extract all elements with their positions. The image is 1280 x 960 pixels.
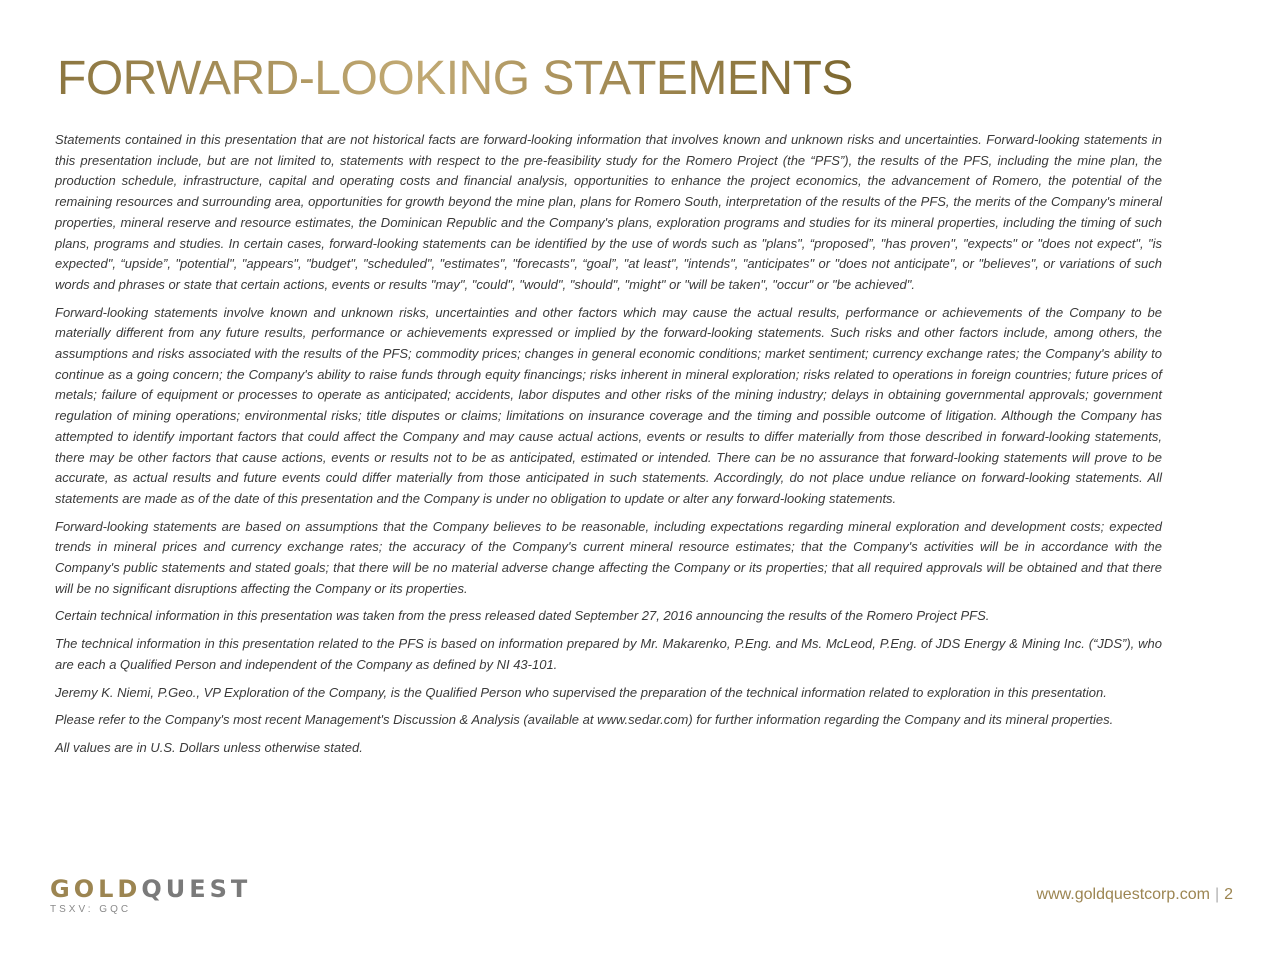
- paragraph-forward-looking-intro: Statements contained in this presentation that are not historical facts are forward-looking information that involves known and unknown risks and uncertainties. Forward-looking statements in this presentation include, but are not limited to, statements with respect to the pre-feasibility study for the Romero Project (the “PFS”), the results of the PFS, including the mine plan, the production schedule, infrastructure, capital and operating costs and financial analysis, opportunities to enhance the project economics, the advancement of Romero, the potential of the remaining resources and surrounding area, opportunities for growth beyond the mine plan, plans for Romero South, interpretation of the results of the PFS, the merits of the Company's mineral properties, mineral reserve and resource estimates, the Dominican Republic and the Company's plans, exploration programs and studies for its mineral properties, including the timing of such plans, programs and studies. In certain cases, forward-looking statements can be identified by the use of words such as "plans", “proposed”, "has proven", "expects" or "does not expect", "is expected", “upside”, "potential", "appears", "budget", "scheduled", "estimates", "forecasts", “goal”, "at least", "intends", "anticipates" or "does not anticipate", or "believes", or variations of such words and phrases or state that certain actions, events or results "may", "could", "would", "should", "might" or "will be taken", "occur" or "be achieved".: [55, 132, 1162, 292]
- logo-gold-part: GOLD: [50, 875, 142, 903]
- paragraph-mdna-reference: Please refer to the Company's most recent Management's Discussion & Analysis (available at www.sedar.com) for further information regarding the Company and its mineral properties.: [55, 712, 1114, 728]
- paragraph-risks: Forward-looking statements involve known and unknown risks, uncertainties and other factors which may cause the actual results, performance or achievements of the Company to be materially different from any future results, performance or achievements expressed or implied by the forward-looking statements. Such risks and other factors include, among others, the assumptions and risks associated with the results of the PFS; commodity prices; changes in general economic conditions; market sentiment; currency exchange rates; the Company's ability to continue as a going concern; the Company's ability to raise funds through equity financings; risks inherent in mineral exploration; risks related to operations in foreign countries; future prices of metals; failure of equipment or processes to operate as anticipated; accidents, labor disputes and other risks of the mining industry; delays in obtaining governmental approvals; government regulation of mining operations; environmental risks; title disputes or claims; limitations on insurance coverage and the timing and possible outcome of litigation. Although the Company has attempted to identify important factors that could affect the Company and may cause actual actions, events or results to differ materially from those described in forward-looking statements, there may be other factors that cause actions, events or results not to be as anticipated, estimated or intended. There can be no assurance that forward-looking statements will prove to be accurate, as actual results and future events could differ materially from those anticipated in such statements. Accordingly, do not place undue reliance on forward-looking statements. All statements are made as of the date of this presentation and the Company is under no obligation to update or alter any forward-looking statements.: [55, 304, 1162, 506]
- logo-wordmark: [50, 875, 251, 903]
- logo-ticker: TSXV: GQC: [50, 904, 132, 915]
- footer-url[interactable]: www.goldquestcorp.com: [1036, 886, 1210, 903]
- disclaimer-body: [55, 130, 1162, 766]
- paragraph-currency-note: All values are in U.S. Dollars unless otherwise stated.: [55, 739, 363, 755]
- footer-separator: |: [1214, 886, 1220, 903]
- paragraph-technical-info: The technical information in this presentation related to the PFS is based on information prepared by Mr. Makarenko, P.Eng. and Ms. McLeod, P.Eng. of JDS Energy & Mining Inc. (“JDS”), who are each a Qualified Person and independent of the Company as defined by NI 43-101.: [55, 636, 1162, 672]
- slide-title: FORWARD-LOOKING STATEMENTS: [57, 50, 853, 108]
- page-number: 2: [1224, 886, 1233, 903]
- paragraph-qualified-person: Jeremy K. Niemi, P.Geo., VP Exploration of the Company, is the Qualified Person who supervised the preparation of the technical information related to exploration in this presentation.: [55, 684, 1107, 700]
- paragraph-assumptions: Forward-looking statements are based on assumptions that the Company believes to be reasonable, including expectations regarding mineral exploration and development costs; expected trends in mineral prices and currency exchange rates; the accuracy of the Company's current mineral resource estimates; that the Company's activities will be in accordance with the Company's public statements and stated goals; that there will be no material adverse change affecting the Company or its properties; that all required approvals will be obtained and that there will be no significant disruptions affecting the Company or its properties.: [55, 518, 1162, 596]
- company-logo: [50, 875, 251, 915]
- paragraph-press-release: Certain technical information in this presentation was taken from the press released dated September 27, 2016 announcing the results of the Romero Project PFS.: [55, 608, 990, 624]
- slide-footer: [1037, 886, 1233, 904]
- logo-quest-part: QUEST: [141, 875, 252, 903]
